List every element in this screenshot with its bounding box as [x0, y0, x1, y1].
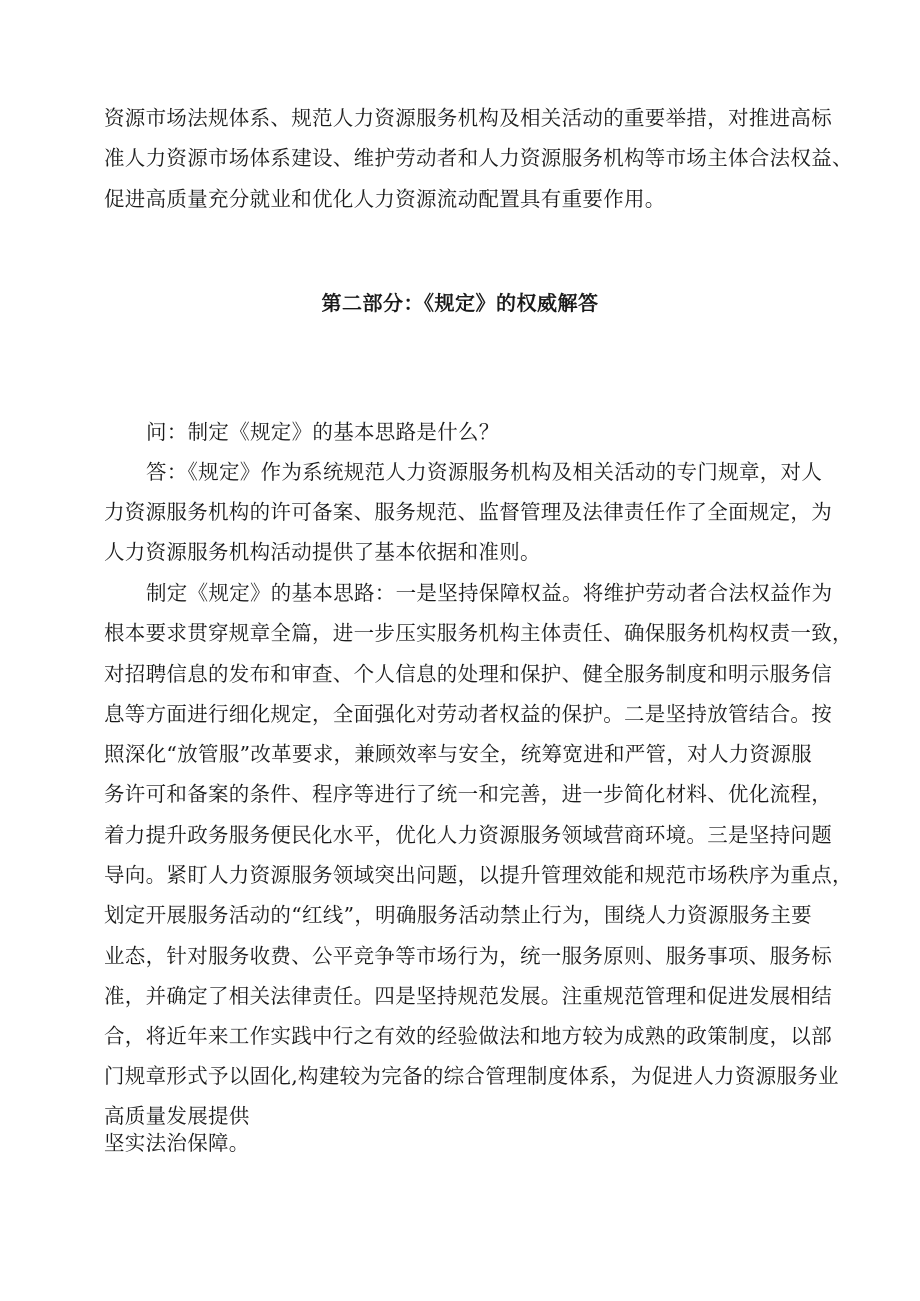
text-line: 准人力资源市场体系建设、维护劳动者和人力资源服务机构等市场主体合法权益、 — [104, 146, 853, 170]
text-line: 息等方面进行细化规定，全面强化对劳动者权益的保护。二是坚持放管结合。按 — [104, 702, 832, 726]
text-line: 门规章形式予以固化,构建较为完备的综合管理制度体系，为促进人力资源服务业 — [104, 1064, 839, 1088]
text-line: 准，并确定了相关法律责任。四是坚持规范发展。注重规范管理和促进发展相结 — [104, 984, 832, 1008]
text-line: 合，将近年来工作实践中行之有效的经验做法和地方较为成熟的政策制度，以部 — [104, 1024, 832, 1048]
section-heading: 第二部分：《规定》的权威解答 — [321, 291, 599, 315]
text-line: 着力提升政务服务便民化水平，优化人力资源服务领域营商环境。三是坚持问题 — [104, 823, 832, 847]
question-text: 问：制定《规定》的基本思路是什么？ — [146, 420, 500, 444]
text-line: 制定《规定》的基本思路：一是坚持保障权益。将维护劳动者合法权益作为 — [146, 581, 833, 605]
text-line: 促进高质量充分就业和优化人力资源流动配置具有重要作用。 — [104, 187, 666, 211]
text-line: 坚实法治保障。 — [104, 1131, 250, 1155]
text-line: 划定开展服务活动的“红线”，明确服务活动禁止行为，围绕人力资源服务主要 — [104, 903, 812, 927]
text-line: 业态，针对服务收费、公平竞争等市场行为，统一服务原则、服务事项、服务标 — [104, 944, 832, 968]
text-line: 高质量发展提供 — [104, 1104, 250, 1128]
text-line: 人力资源服务机构活动提供了基本依据和准则。 — [104, 540, 541, 564]
text-line: 资源市场法规体系、规范人力资源服务机构及相关活动的重要举措，对推进高标 — [104, 106, 832, 130]
text-line: 照深化“放管服”改革要求，兼顾效率与安全，统筹宽进和严管，对人力资源服 — [104, 742, 812, 766]
text-line: 导向。紧盯人力资源服务领域突出问题，以提升管理效能和规范市场秩序为重点， — [104, 863, 853, 887]
text-line: 根本要求贯穿规章全篇，进一步压实服务机构主体责任、确保服务机构权责一致， — [104, 621, 853, 645]
text-line: 答：《规定》作为系统规范人力资源服务机构及相关活动的专门规章，对人 — [146, 460, 823, 484]
text-line: 力资源服务机构的许可备案、服务规范、监督管理及法律责任作了全面规定，为 — [104, 500, 832, 524]
text-line: 务许可和备案的条件、程序等进行了统一和完善，进一步简化材料、优化流程， — [104, 782, 832, 806]
text-line: 对招聘信息的发布和审查、个人信息的处理和保护、健全服务制度和明示服务信 — [104, 662, 832, 686]
